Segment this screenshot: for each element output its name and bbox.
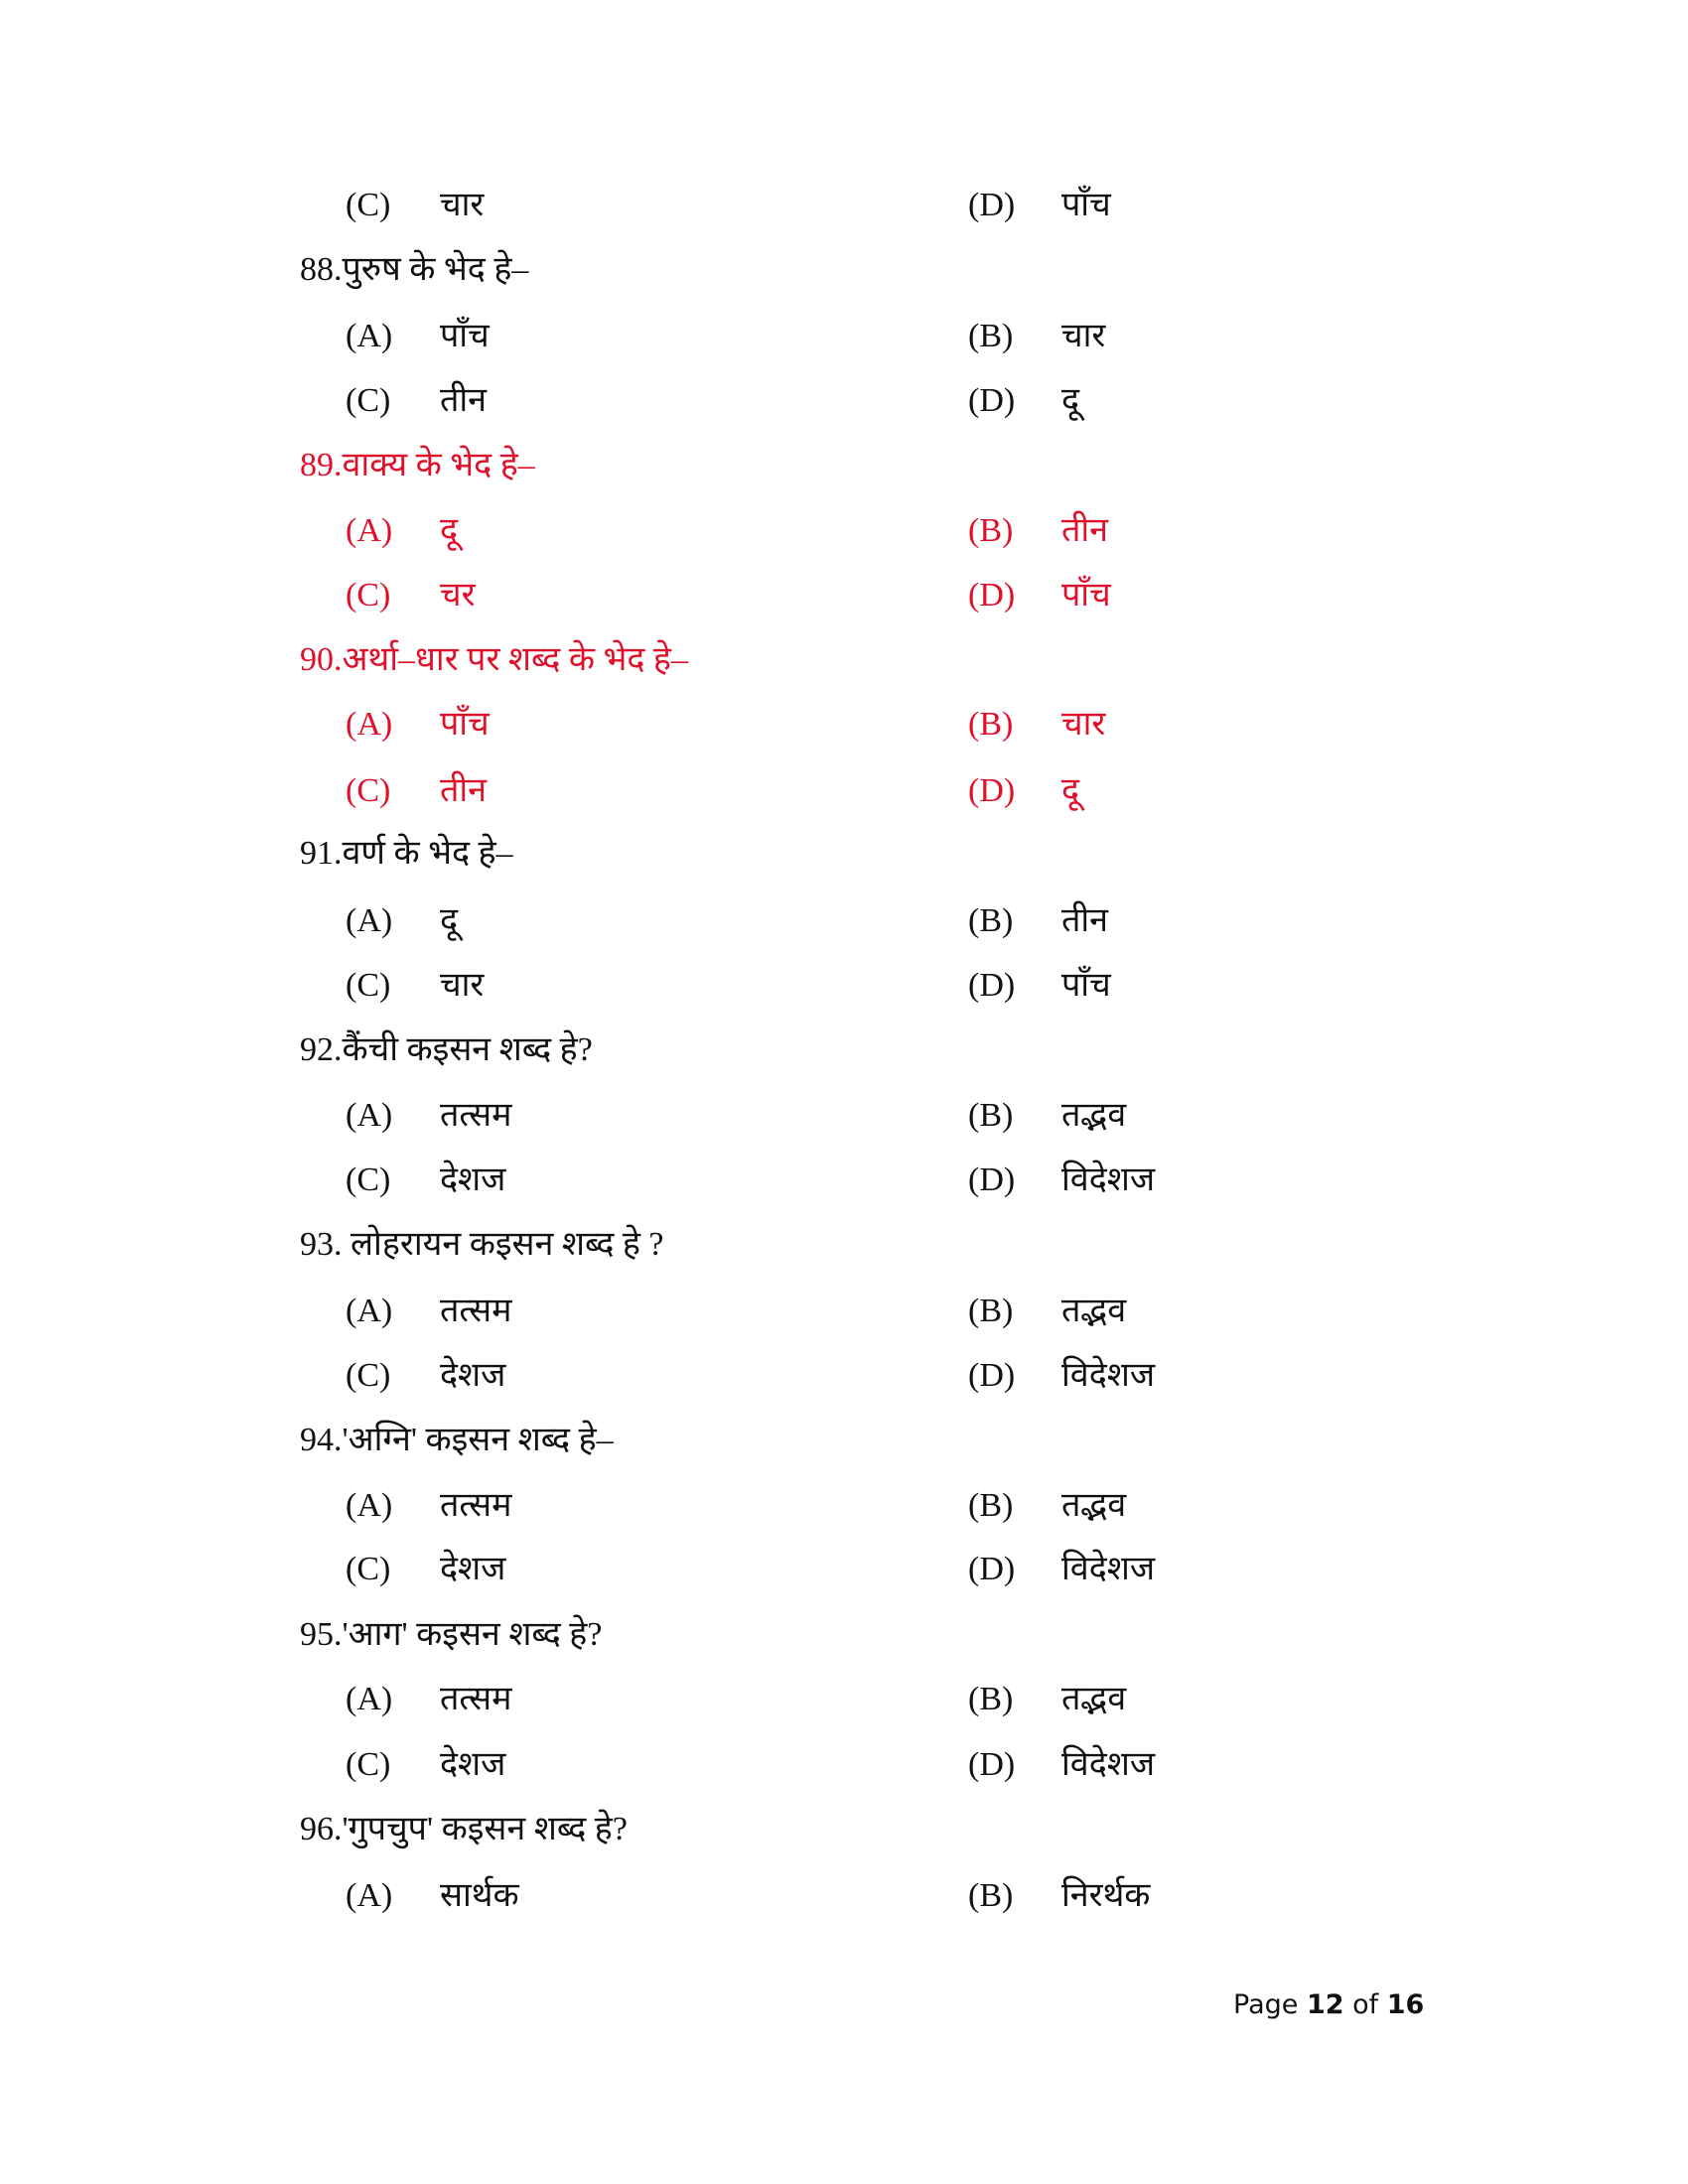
options-row bbox=[0, 1675, 1688, 1724]
question-text: 89.वाक्य के भेद हे– bbox=[300, 447, 535, 483]
question-text: 95.'आग' कइसन शब्द हे? bbox=[300, 1616, 603, 1653]
option-text: तीन bbox=[440, 382, 488, 419]
option-text: निरर्थक bbox=[1061, 1877, 1151, 1914]
option-label: (B) bbox=[968, 902, 1014, 939]
options-row bbox=[0, 1871, 1688, 1921]
option-text: तत्सम bbox=[440, 1293, 512, 1329]
option-label: (B) bbox=[968, 1097, 1014, 1134]
options-row bbox=[0, 506, 1688, 556]
option-text: पाँच bbox=[1061, 967, 1111, 1004]
option-text: देशज bbox=[440, 1357, 506, 1394]
question-93 bbox=[0, 1220, 1688, 1270]
options-row bbox=[0, 1156, 1688, 1205]
option-text: दू bbox=[440, 902, 459, 939]
option-label: (C) bbox=[346, 1161, 391, 1198]
option-label: (A) bbox=[346, 902, 393, 939]
option-text: तीन bbox=[1061, 902, 1109, 939]
question-text: 90.अर्था–धार पर शब्द के भेद हे– bbox=[300, 641, 688, 678]
options-row bbox=[0, 1545, 1688, 1594]
option-text: दू bbox=[440, 512, 459, 549]
option-label: (B) bbox=[968, 1487, 1014, 1524]
options-row bbox=[0, 312, 1688, 361]
question-text: 96.'गुपचुप' कइसन शब्द हे? bbox=[300, 1811, 628, 1847]
option-text: देशज bbox=[440, 1161, 506, 1198]
option-label: (D) bbox=[968, 577, 1016, 614]
option-label: (C) bbox=[346, 967, 391, 1004]
option-label: (A) bbox=[346, 1681, 393, 1717]
page-number: Page 12 of 16 bbox=[1233, 1989, 1425, 2020]
options-row bbox=[0, 896, 1688, 946]
option-label: (A) bbox=[346, 1097, 393, 1134]
options-row bbox=[0, 1091, 1688, 1141]
option-text: चार bbox=[1061, 318, 1106, 354]
option-text: पाँच bbox=[1061, 577, 1111, 614]
question-90 bbox=[0, 635, 1688, 685]
question-88 bbox=[0, 245, 1688, 295]
option-label: (A) bbox=[346, 318, 393, 354]
option-text: विदेशज bbox=[1061, 1746, 1156, 1783]
option-text: दू bbox=[1061, 772, 1080, 809]
options-row bbox=[0, 766, 1688, 816]
option-label: (B) bbox=[968, 1293, 1014, 1329]
option-label: (A) bbox=[346, 1293, 393, 1329]
question-96 bbox=[0, 1805, 1688, 1854]
question-94 bbox=[0, 1416, 1688, 1465]
option-label: (B) bbox=[968, 706, 1014, 743]
options-row bbox=[0, 1287, 1688, 1336]
option-label: (B) bbox=[968, 512, 1014, 549]
option-text: देशज bbox=[440, 1746, 506, 1783]
continued-options-row bbox=[0, 181, 1688, 230]
question-91 bbox=[0, 829, 1688, 879]
option-text: पाँच bbox=[440, 706, 490, 743]
question-92 bbox=[0, 1025, 1688, 1075]
option-text: तीन bbox=[1061, 512, 1109, 549]
option-label: (C) bbox=[346, 772, 391, 809]
option-text: चार bbox=[440, 187, 485, 223]
option-text: तीन bbox=[440, 772, 488, 809]
option-label: (B) bbox=[968, 318, 1014, 354]
question-text: 93. लोहरायन कइसन शब्द हे ? bbox=[300, 1226, 664, 1263]
options-row bbox=[0, 1481, 1688, 1531]
option-label: (D) bbox=[968, 1357, 1016, 1394]
option-label: (C) bbox=[346, 1551, 391, 1587]
option-label: (D) bbox=[968, 1161, 1016, 1198]
option-label: (A) bbox=[346, 1877, 393, 1914]
option-text: पाँच bbox=[440, 318, 490, 354]
option-label: (A) bbox=[346, 1487, 393, 1524]
option-text: चार bbox=[1061, 706, 1106, 743]
question-89 bbox=[0, 441, 1688, 490]
question-text: 94.'अग्नि' कइसन शब्द हे– bbox=[300, 1422, 614, 1458]
question-text: 91.वर्ण के भेद हे– bbox=[300, 835, 513, 872]
option-label: (C) bbox=[346, 1357, 391, 1394]
option-text: विदेशज bbox=[1061, 1551, 1156, 1587]
question-text: 88.पुरुष के भेद हे– bbox=[300, 251, 529, 288]
option-text: पाँच bbox=[1061, 187, 1111, 223]
option-label: (D) bbox=[968, 187, 1016, 223]
question-95 bbox=[0, 1610, 1688, 1660]
option-text: विदेशज bbox=[1061, 1161, 1156, 1198]
option-text: तद्भव bbox=[1061, 1487, 1127, 1524]
option-label: (D) bbox=[968, 382, 1016, 419]
option-label: (D) bbox=[968, 1746, 1016, 1783]
option-text: तद्भव bbox=[1061, 1293, 1127, 1329]
option-text: सार्थक bbox=[440, 1877, 519, 1914]
option-label: (D) bbox=[968, 772, 1016, 809]
option-text: तत्सम bbox=[440, 1681, 512, 1717]
options-row bbox=[0, 1740, 1688, 1790]
options-row bbox=[0, 376, 1688, 426]
option-label: (D) bbox=[968, 967, 1016, 1004]
option-text: चर bbox=[440, 577, 476, 614]
option-text: तद्भव bbox=[1061, 1681, 1127, 1717]
option-label: (C) bbox=[346, 187, 391, 223]
option-label: (C) bbox=[346, 382, 391, 419]
option-label: (B) bbox=[968, 1681, 1014, 1717]
option-text: चार bbox=[440, 967, 485, 1004]
option-text: दू bbox=[1061, 382, 1080, 419]
option-text: देशज bbox=[440, 1551, 506, 1587]
option-label: (C) bbox=[346, 1746, 391, 1783]
options-row bbox=[0, 571, 1688, 620]
options-row bbox=[0, 700, 1688, 750]
option-label: (A) bbox=[346, 512, 393, 549]
options-row bbox=[0, 961, 1688, 1011]
option-text: तत्सम bbox=[440, 1097, 512, 1134]
option-label: (C) bbox=[346, 577, 391, 614]
option-label: (D) bbox=[968, 1551, 1016, 1587]
option-label: (A) bbox=[346, 706, 393, 743]
option-label: (B) bbox=[968, 1877, 1014, 1914]
option-text: विदेशज bbox=[1061, 1357, 1156, 1394]
option-text: तद्भव bbox=[1061, 1097, 1127, 1134]
option-text: तत्सम bbox=[440, 1487, 512, 1524]
options-row bbox=[0, 1351, 1688, 1401]
question-text: 92.कैंची कइसन शब्द हे? bbox=[300, 1031, 593, 1068]
